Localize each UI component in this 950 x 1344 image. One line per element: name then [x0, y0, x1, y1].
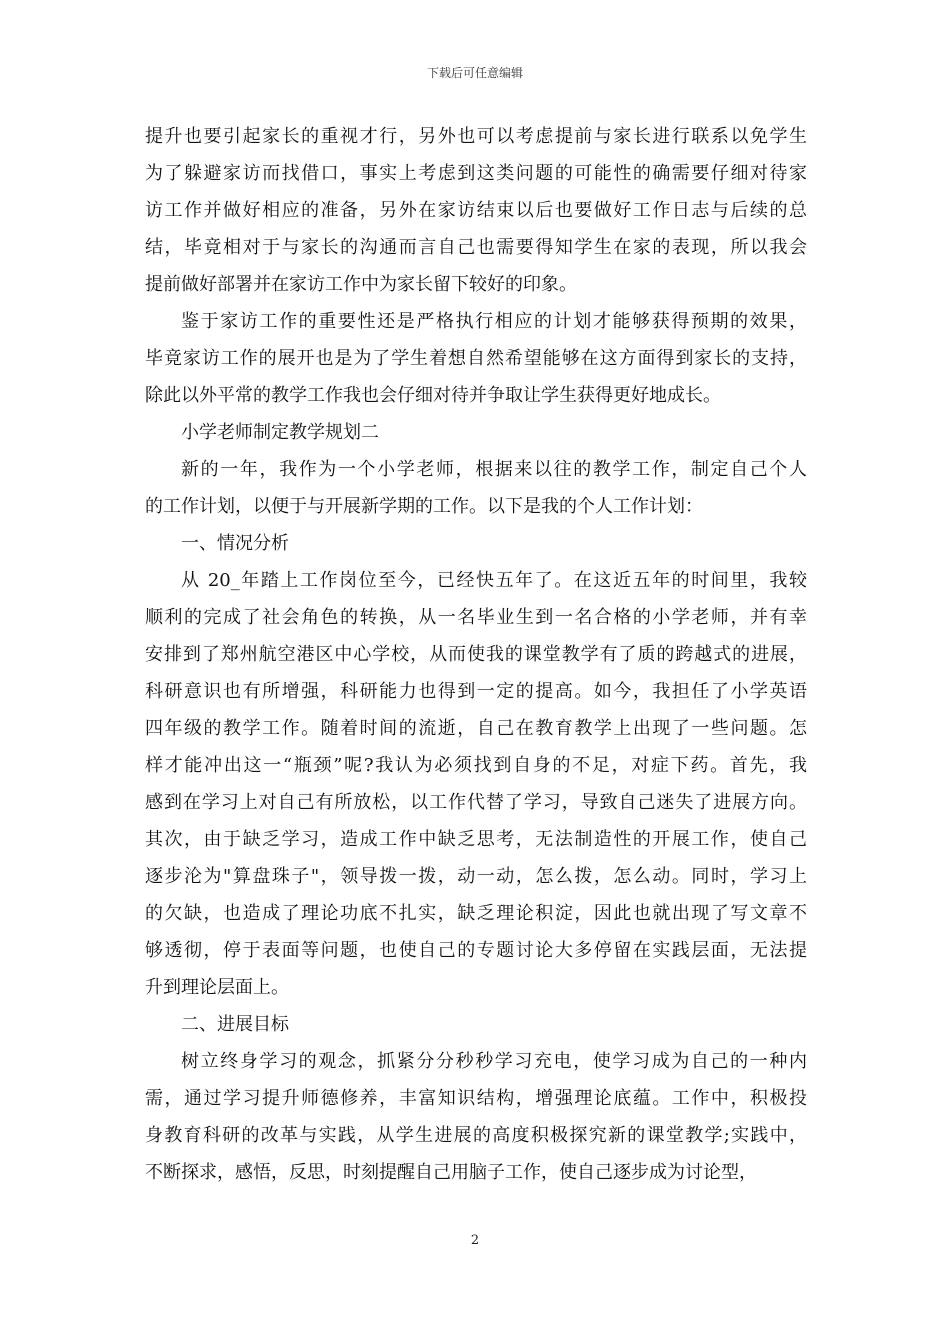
page-number: 2 — [470, 1233, 480, 1248]
text-line: 提前做好部署并在家访工作中为家长留下较好的印象。 — [145, 274, 577, 295]
text-line: 顺利的完成了社会角色的转换，从一名毕业生到一名合格的小学老师，并有幸 — [145, 607, 807, 628]
text-line: 感到在学习上对自己有所放松，以工作代替了学习，导致自己迷失了进展方向。 — [145, 792, 807, 813]
paragraph — [145, 562, 807, 1006]
text-line: 逐步沦为"算盘珠子"，领导拨一拨，动一动，怎么拨，怎么动。同时，学习上 — [145, 866, 807, 887]
paragraph — [145, 118, 807, 303]
text-line: 够透彻，停于表面等问题，也使自己的专题讨论大多停留在实践层面，无法提 — [145, 940, 807, 961]
text-line: 新的一年，我作为一个小学老师，根据来以往的教学工作，制定自己个人 — [181, 459, 807, 480]
text-line: 小学老师制定教学规划二 — [181, 422, 379, 443]
text-line: 一、情况分析 — [181, 533, 289, 554]
paragraph — [145, 525, 807, 562]
text-line: 为了躲避家访而找借口，事实上考虑到这类问题的可能性的确需要仔细对待家 — [145, 163, 807, 184]
text-line: 鉴于家访工作的重要性还是严格执行相应的计划才能够获得预期的效果， — [181, 311, 807, 332]
paragraph — [145, 1006, 807, 1043]
document-body — [145, 118, 807, 1191]
text-line: 样才能冲出这一“瓶颈”呢?我认为必须找到自身的不足，对症下药。首先，我 — [145, 755, 807, 776]
paragraph — [145, 414, 807, 451]
text-line: 树立终身学习的观念，抓紧分分秒秒学习充电，使学习成为自己的一种内 — [181, 1051, 807, 1072]
text-line: 的工作计划，以便于与开展新学期的工作。以下是我的个人工作计划： — [145, 496, 703, 517]
text-line: 四年级的教学工作。随着时间的流逝，自己在教育教学上出现了一些问题。怎 — [145, 718, 807, 739]
text-line: 从 20_年踏上工作岗位至今，已经快五年了。在这近五年的时间里，我较 — [181, 570, 807, 591]
page-header: 下载后可任意编辑 — [426, 66, 523, 80]
text-line: 需，通过学习提升师德修养，丰富知识结构，增强理论底蕴。工作中，积极投 — [145, 1088, 807, 1109]
text-line: 除此以外平常的教学工作我也会仔细对待并争取让学生获得更好地成长。 — [145, 385, 721, 406]
text-line: 的欠缺，也造成了理论功底不扎实，缺乏理论积淀，因此也就出现了写文章不 — [145, 903, 807, 924]
text-line: 毕竟家访工作的展开也是为了学生着想自然希望能够在这方面得到家长的支持， — [145, 348, 807, 369]
paragraph — [145, 1043, 807, 1191]
text-line: 提升也要引起家长的重视才行，另外也可以考虑提前与家长进行联系以免学生 — [145, 126, 807, 147]
paragraph — [145, 303, 807, 414]
text-line: 二、进展目标 — [181, 1014, 289, 1035]
paragraph — [145, 451, 807, 525]
text-line: 升到理论层面上。 — [145, 977, 289, 998]
text-line: 安排到了郑州航空港区中心学校，从而使我的课堂教学有了质的跨越式的进展， — [145, 644, 807, 665]
text-line: 不断探求，感悟，反思，时刻提醒自己用脑子工作，使自己逐步成为讨论型， — [145, 1162, 757, 1183]
text-line: 其次，由于缺乏学习，造成工作中缺乏思考，无法制造性的开展工作，使自己 — [145, 829, 807, 850]
text-line: 访工作并做好相应的准备，另外在家访结束以后也要做好工作日志与后续的总 — [145, 200, 807, 221]
text-line: 科研意识也有所增强，科研能力也得到一定的提高。如今，我担任了小学英语 — [145, 681, 807, 702]
text-line: 结，毕竟相对于与家长的沟通而言自己也需要得知学生在家的表现，所以我会 — [145, 237, 807, 258]
text-line: 身教育科研的改革与实践，从学生进展的高度积极探究新的课堂教学;实践中， — [145, 1125, 807, 1146]
